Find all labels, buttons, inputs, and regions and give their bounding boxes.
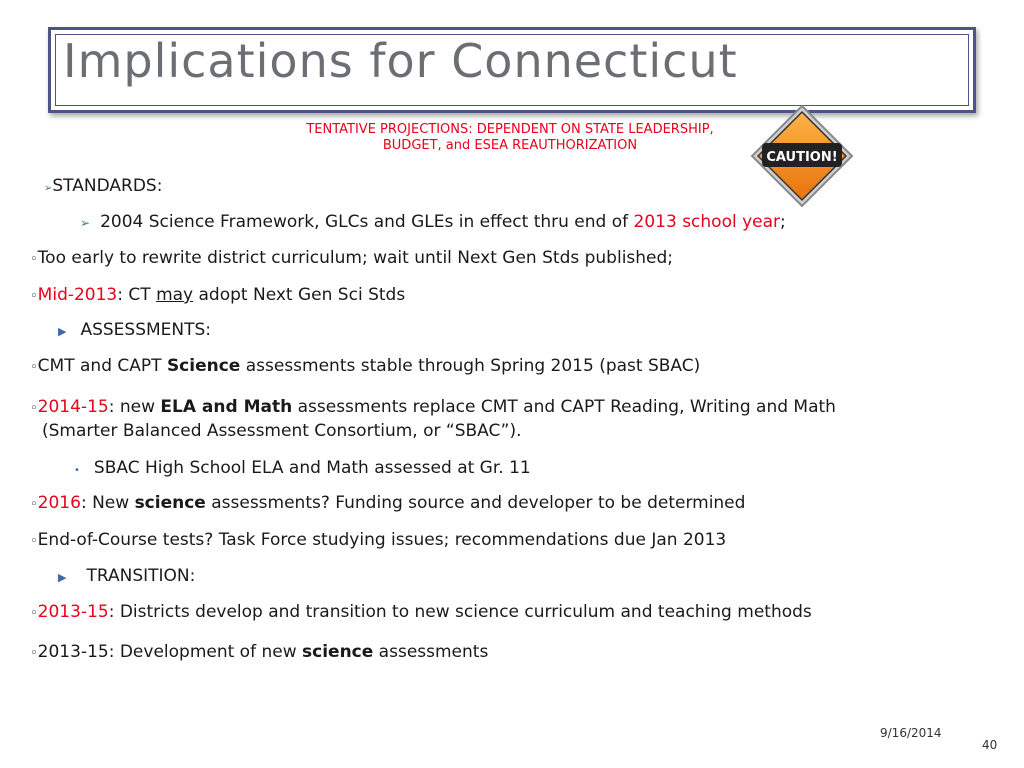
circle-bullet-icon: ◦ (30, 646, 38, 661)
circle-bullet-icon: ◦ (30, 534, 38, 549)
framework-line: ➢ 2004 Science Framework, GLCs and GLEs in effect thru end of 2013 school year; (80, 212, 786, 232)
slide-title: Implications for Connecticut (63, 34, 738, 88)
y2016-line: ◦2016: New science assessments? Funding source and developer to be determined (30, 492, 745, 516)
subtitle-line-2: BUDGET, and ESEA REAUTHORIZATION (382, 138, 638, 153)
cmt-line: ◦CMT and CAPT Science assessments stable through Spring 2015 (past SBAC) (30, 355, 700, 379)
sbac-hs-line: • SBAC High School ELA and Math assessed at Gr. 11 (74, 457, 531, 482)
arrow-bullet-icon: ➢ (44, 183, 53, 194)
districts-line: ◦2013-15: Districts develop and transition to new science curriculum and teaching methods (30, 601, 812, 625)
mid2013-line: ◦Mid-2013: CT may adopt Next Gen Sci Stds (30, 284, 405, 308)
eoc-line: ◦End-of-Course tests? Task Force studying issues; recommendations due Jan 2013 (30, 529, 726, 553)
circle-bullet-icon: ◦ (30, 401, 38, 416)
y2014-line-2: (Smarter Balanced Assessment Consortium, or “SBAC”). (42, 421, 522, 441)
transition-heading: TRANSITION (86, 566, 190, 586)
circle-bullet-icon: ◦ (30, 252, 38, 267)
circle-bullet-icon: ◦ (30, 360, 38, 375)
arrow-bullet-icon: ➢ (80, 216, 91, 230)
caution-label: CAUTION! (766, 150, 838, 165)
circle-bullet-icon: ◦ (30, 289, 38, 304)
subtitle-line-1: TENTATIVE PROJECTIONS: DEPENDENT ON STATE LEADERSHIP, (306, 122, 714, 137)
assessments-heading: ASSESSMENTS: (80, 320, 212, 340)
page-number: 40 (982, 738, 998, 752)
development-line: ◦2013-15: Development of new science assessments (30, 641, 488, 665)
title-frame (48, 27, 976, 113)
circle-bullet-icon: ◦ (30, 497, 38, 512)
circle-bullet-icon: ◦ (30, 606, 38, 621)
transition-heading-line: ▶ TRANSITION: (58, 565, 195, 589)
y2014-line: ◦2014-15: new ELA and Math assessments replace CMT and CAPT Reading, Writing and Math (30, 396, 836, 420)
too-early-line: ◦Too early to rewrite district curriculum; wait until Next Gen Stds published; (30, 247, 673, 271)
subtitle (260, 122, 760, 154)
triangle-bullet-icon: ▶ (58, 571, 67, 584)
dot-bullet-icon: • (74, 465, 80, 476)
standards-heading: STANDARDS: (52, 176, 163, 196)
caution-sign-icon (748, 104, 856, 208)
footer-date: 9/16/2014 (880, 726, 942, 740)
standards-heading-line (44, 175, 162, 200)
assessments-heading-line (58, 319, 211, 343)
triangle-bullet-icon: ▶ (58, 325, 67, 338)
